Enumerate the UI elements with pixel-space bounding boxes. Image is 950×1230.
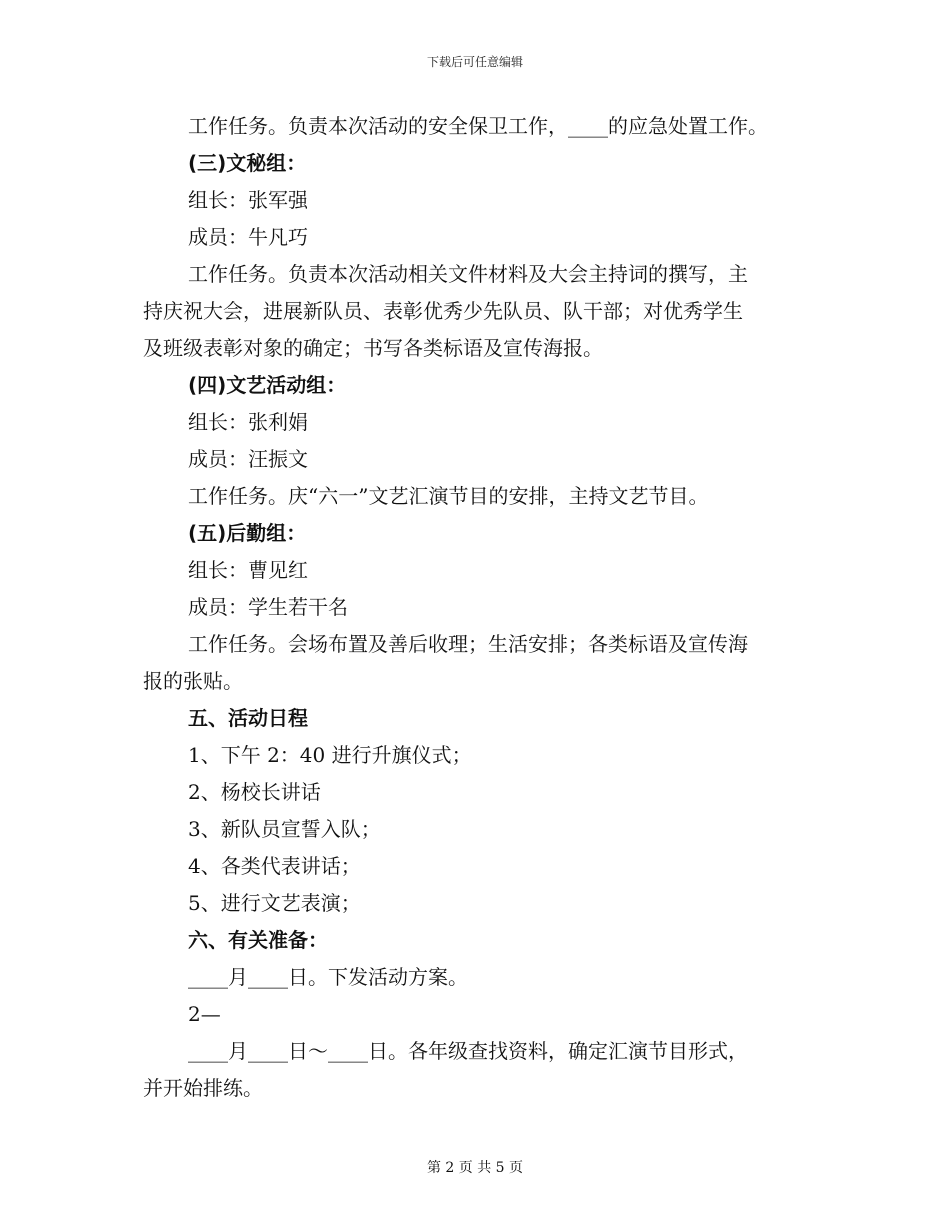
page-footer: 第 2 页 共 5 页 bbox=[426, 1160, 524, 1176]
text-line: 工作任务。庆“六一”文艺汇演节目的安排，主持文艺节目。 bbox=[188, 484, 709, 508]
section-heading: (五)后勤组： bbox=[188, 521, 307, 545]
section-heading: (三)文秘组： bbox=[188, 151, 307, 175]
text-line: 组长：张军强 bbox=[188, 188, 308, 212]
text-line: 组长：曹见红 bbox=[188, 558, 308, 582]
text-line: 持庆祝大会，进展新队员、表彰优秀少先队员、队干部；对优秀学生 bbox=[143, 299, 743, 323]
section-heading: 五、活动日程 bbox=[188, 706, 308, 730]
text-line: 成员：学生若干名 bbox=[188, 595, 348, 619]
text-line: 工作任务。会场布置及善后收理；生活安排；各类标语及宣传海 bbox=[188, 632, 748, 656]
text-line: 工作任务。负责本次活动的安全保卫工作，____的应急处置工作。 bbox=[188, 114, 768, 138]
document-body bbox=[143, 108, 813, 1107]
text-line: 并开始排练。 bbox=[143, 1076, 263, 1100]
page-header: 下载后可任意编辑 bbox=[426, 55, 523, 69]
text-line: 组长：张利娟 bbox=[188, 410, 308, 434]
text-line: 4、各类代表讲话； bbox=[188, 854, 361, 878]
text-line: 工作任务。负责本次活动相关文件材料及大会主持词的撰写，主 bbox=[188, 262, 748, 286]
text-line: 及班级表彰对象的确定；书写各类标语及宣传海报。 bbox=[143, 336, 603, 360]
section-heading: 六、有关准备： bbox=[188, 928, 328, 952]
text-line: 成员：汪振文 bbox=[188, 447, 308, 471]
text-line: 2— bbox=[188, 1002, 221, 1026]
text-line: 3、新队员宣誓入队； bbox=[188, 817, 381, 841]
text-line: ____月____日。下发活动方案。 bbox=[188, 965, 468, 989]
text-line: 2、杨校长讲话 bbox=[188, 780, 321, 804]
text-line: ____月____日～____日。各年级查找资料，确定汇演节目形式， bbox=[188, 1039, 748, 1063]
text-line: 成员：牛凡巧 bbox=[188, 225, 308, 249]
text-line: 1、下午 2：40 进行升旗仪式； bbox=[188, 743, 472, 767]
text-line: 5、进行文艺表演； bbox=[188, 891, 361, 915]
text-line: 报的张贴。 bbox=[143, 669, 243, 693]
section-heading: (四)文艺活动组： bbox=[188, 373, 347, 397]
